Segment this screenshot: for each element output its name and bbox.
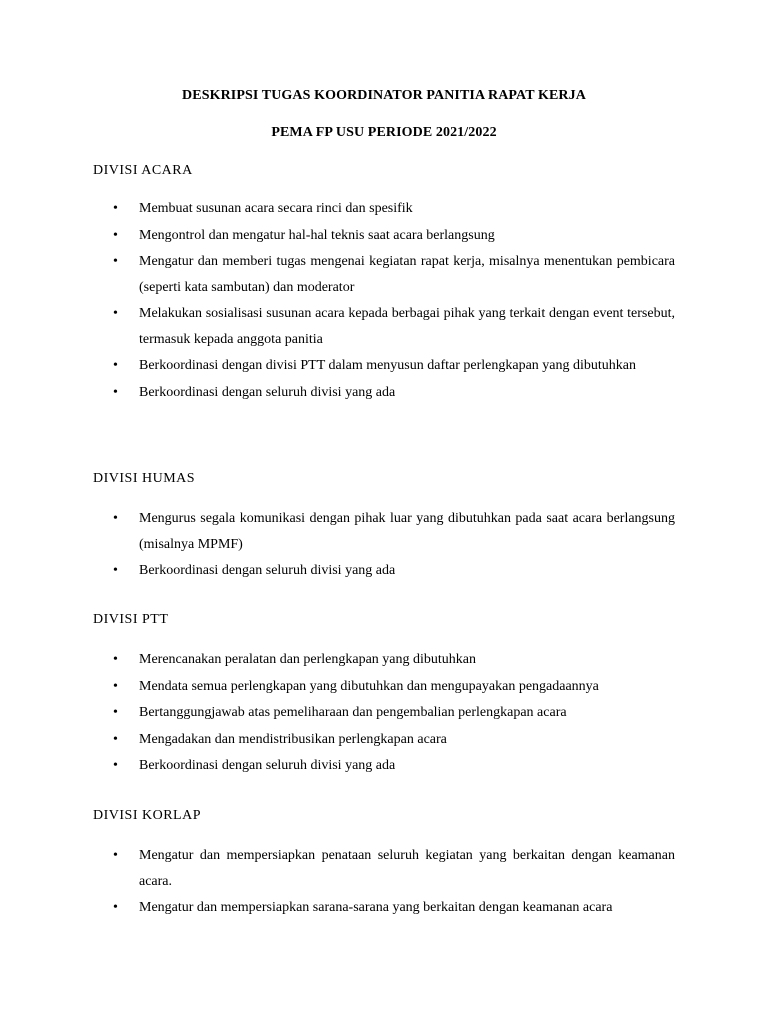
section-heading-ptt: DIVISI PTT bbox=[93, 612, 169, 627]
list-item-text: Melakukan sosialisasi susunan acara kepada berbagai pihak yang terkait dengan event tersebut, termasuk kepada anggota panitia bbox=[139, 306, 675, 347]
section-list-ptt bbox=[93, 647, 675, 780]
list-item-text: Membuat susunan acara secara rinci dan spesifik bbox=[139, 201, 413, 216]
section-heading-acara: DIVISI ACARA bbox=[93, 163, 193, 178]
list-item-text: Mengatur dan memberi tugas mengenai kegiatan rapat kerja, misalnya menentukan pembicara (seperti kata sambutan) dan moderator bbox=[139, 254, 675, 295]
list-item bbox=[93, 753, 675, 779]
document-title: DESKRIPSI TUGAS KOORDINATOR PANITIA RAPAT KERJA bbox=[182, 88, 586, 103]
bullet-icon: • bbox=[113, 563, 118, 578]
bullet-icon: • bbox=[113, 358, 118, 373]
bullet-icon: • bbox=[113, 201, 118, 216]
document-subtitle: PEMA FP USU PERIODE 2021/2022 bbox=[271, 125, 497, 140]
list-item bbox=[93, 895, 675, 921]
list-item-text: Mengatur dan mempersiapkan penataan seluruh kegiatan yang berkaitan dengan keamanan acara. bbox=[139, 848, 675, 889]
section-heading-korlap: DIVISI KORLAP bbox=[93, 808, 201, 823]
list-item-text: Mendata semua perlengkapan yang dibutuhkan dan mengupayakan pengadaannya bbox=[139, 678, 599, 694]
list-item bbox=[93, 380, 675, 406]
section-list-humas bbox=[93, 506, 675, 585]
list-item bbox=[93, 196, 675, 222]
list-item bbox=[93, 353, 675, 379]
bullet-icon: • bbox=[113, 758, 118, 773]
bullet-icon: • bbox=[113, 306, 118, 321]
list-item-text: Berkoordinasi dengan seluruh divisi yang ada bbox=[139, 384, 396, 400]
bullet-icon: • bbox=[113, 254, 118, 269]
bullet-icon: • bbox=[113, 678, 118, 694]
list-item bbox=[93, 301, 675, 352]
list-item bbox=[93, 249, 675, 300]
list-item bbox=[93, 506, 675, 557]
list-item-text: Merencanakan peralatan dan perlengkapan yang dibutuhkan bbox=[139, 652, 477, 667]
list-item-text: Berkoordinasi dengan divisi PTT dalam menyusun daftar perlengkapan yang dibutuhkan bbox=[139, 358, 637, 373]
section-list-acara bbox=[93, 196, 675, 406]
bullet-icon: • bbox=[113, 848, 118, 863]
bullet-icon: • bbox=[113, 384, 118, 400]
list-item bbox=[93, 843, 675, 894]
bullet-icon: • bbox=[113, 652, 118, 667]
list-item bbox=[93, 558, 675, 584]
list-item-text: Bertanggungjawab atas pemeliharaan dan pengembalian perlengkapan acara bbox=[139, 705, 567, 720]
list-item bbox=[93, 223, 675, 249]
bullet-icon: • bbox=[113, 900, 118, 915]
list-item bbox=[93, 700, 675, 726]
list-item-text: Mengontrol dan mengatur hal-hal teknis saat acara berlangsung bbox=[139, 227, 495, 243]
section-heading-humas: DIVISI HUMAS bbox=[93, 471, 196, 486]
bullet-icon: • bbox=[113, 705, 118, 720]
list-item-text: Mengadakan dan mendistribusikan perlengkapan acara bbox=[139, 731, 447, 747]
list-item-text: Mengatur dan mempersiapkan sarana-sarana yang berkaitan dengan keamanan acara bbox=[139, 900, 613, 915]
list-item bbox=[93, 647, 675, 673]
bullet-icon: • bbox=[113, 227, 118, 243]
list-item-text: Mengurus segala komunikasi dengan pihak luar yang dibutuhkan pada saat acara berlangsung (misalnya MPMF) bbox=[139, 511, 675, 552]
list-item bbox=[93, 674, 675, 700]
section-list-korlap bbox=[93, 843, 675, 922]
list-item bbox=[93, 727, 675, 753]
bullet-icon: • bbox=[113, 511, 118, 526]
list-item-text: Berkoordinasi dengan seluruh divisi yang ada bbox=[139, 563, 396, 578]
bullet-icon: • bbox=[113, 731, 118, 747]
list-item-text: Berkoordinasi dengan seluruh divisi yang ada bbox=[139, 758, 396, 773]
